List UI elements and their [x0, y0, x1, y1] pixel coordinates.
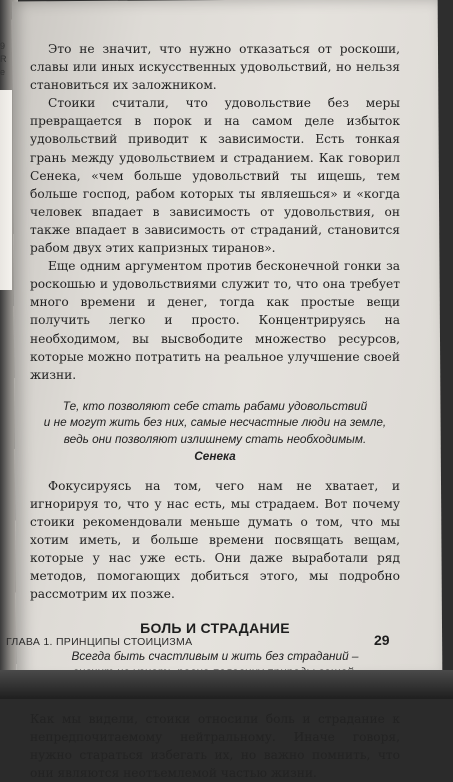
running-footer: ГЛАВА 1. ПРИНЦИПЫ СТОИЦИЗМА	[6, 636, 193, 648]
paragraph: Это не значит, что нужно отказаться от роскоши, славы или иных искусственных удовольствий, но нельзя становиться их заложником.	[30, 42, 400, 93]
epigraph-quote: Те, кто позволяют себе стать рабами удовольствий и не могут жить без них, самые несчастные люди на земле, ведь они позволяют излишнему стать необходимым. Сенека	[30, 398, 400, 465]
paragraph: Еще одним аргументом против бесконечной гонки за роскошью и удовольствиями служит то, что она требует много времени и денег, тогда как простые вещи получить легко и просто. Концентрируясь на необходимом, вы высвободите множество ресурсов, которые можно потратить на реальное улучшение своей жизни.	[30, 259, 400, 382]
side-text-fragment: 9 R e	[0, 41, 7, 77]
table-surface	[0, 670, 453, 699]
page-edge-scrap	[0, 90, 13, 290]
section-heading: БОЛЬ И СТРАДАНИЕ	[140, 620, 290, 637]
paragraph: Как мы видели, стоики относили боль и страдание к непредпочитаемому нейтральному. Иначе говоря, нужно стараться избегать их, но важно помнить, что они являются неотъемлемой частью жизни.	[30, 712, 400, 781]
page-number: 29	[374, 632, 390, 648]
epigraph-quote: Всегда быть счастливым и жить без страданий –	[30, 648, 400, 699]
quote-author: Сенека	[194, 449, 236, 464]
paragraph: Фокусируясь на том, чего нам не хватает, и игнорируя то, что у нас есть, мы страдаем. Вот почему стоики рекомендовали меньше думать о том, что мы хотим иметь, и больше времени посвящать вещам, которые у нас уже есть. Они даже выработали ряд методов, помогающих добиться этого, мы подробно рассмотрим их позже.	[30, 478, 400, 602]
paragraph: Стоики считали, что удовольствие без меры превращается в порок и на самом деле избыток удовольствий приводит к зависимости. Есть тонкая грань между удовольствием и страданием. Как говорил Сенека, «чем больше удовольствий ты ищешь, тем больше господ, рабом которых ты являешься» и «когда человек впадает в зависимость от удовольствия, он также впадает в зависимость от страданий, становится рабом двух этих капризных тиранов».	[30, 96, 400, 256]
